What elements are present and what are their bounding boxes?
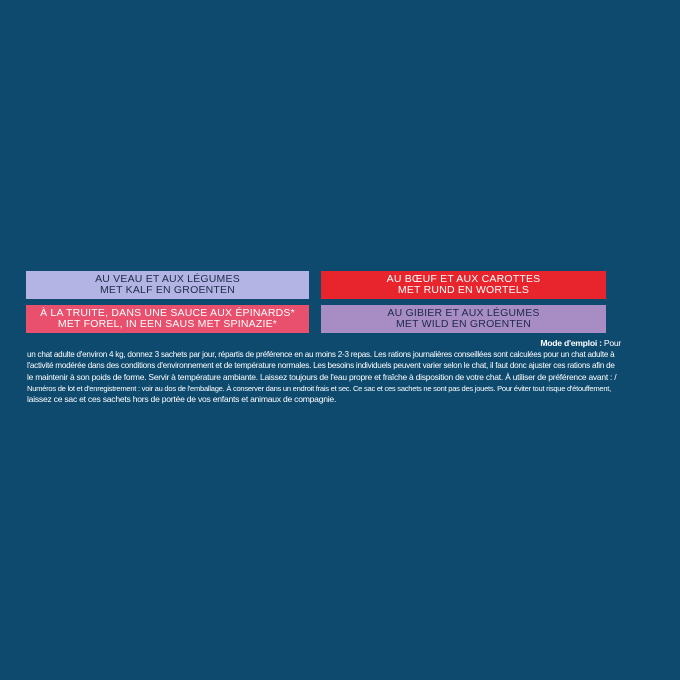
variant-beef-label-nl: MET RUND EN WORTELS xyxy=(397,284,530,296)
variant-veal-label-fr: AU VEAU ET AUX LÉGUMES xyxy=(95,272,240,285)
instructions-line: un chat adulte d'environ 4 kg, donnez 3 sachets par jour, répartis de préférence en au moins 2-3 repas. Les rations journalières conseillées sont calculées pour un chat adulte à xyxy=(27,350,615,360)
variant-trout-label-nl: MET FOREL, IN EEN SAUS MET SPINAZIE* xyxy=(57,318,278,330)
variant-veal-vegetables xyxy=(26,271,309,299)
variant-trout-spinach xyxy=(26,305,309,333)
variant-grid xyxy=(26,271,606,333)
instructions-line xyxy=(27,338,621,349)
usage-instructions xyxy=(27,338,621,412)
instructions-line: Numéros de lot et d'enregistrement : voir au dos de l'emballage. À conserver dans un endroit frais et sec. Ce sac et ces sachets ne sont pas des jouets. Pour éviter tout risque d'étouffement, xyxy=(27,383,612,393)
variant-beef-carrots xyxy=(321,271,606,299)
instructions-line: laissez ce sac et ces sachets hors de portée de vos enfants et animaux de compagnie. xyxy=(27,394,337,405)
instructions-line: le maintenir à son poids de forme. Servir à température ambiante. Laissez toujours de l'eau propre et fraîche à disposition de votre chat. À utiliser de préférence avant : / xyxy=(27,371,617,382)
variant-game-label-nl: MET WILD EN GROENTEN xyxy=(395,318,532,330)
instructions-heading: Mode d'emploi : xyxy=(540,338,602,348)
instructions-line-text: Pour xyxy=(601,338,621,348)
variant-trout-label-fr: À LA TRUITE, DANS UNE SAUCE AUX ÉPINARDS* xyxy=(40,306,295,319)
variant-beef-label-fr: AU BŒUF ET AUX CAROTTES xyxy=(386,272,541,285)
variant-game-label-fr: AU GIBIER ET AUX LÉGUMES xyxy=(387,306,540,319)
instructions-line: l'activité modérée dans des conditions d'environnement et de température normales. Les besoins individuels peuvent varier selon le chat, il faut donc ajuster ces rations afin de xyxy=(27,361,615,371)
variant-veal-label-nl: MET KALF EN GROENTEN xyxy=(99,284,236,296)
variant-game-vegetables xyxy=(321,305,606,333)
